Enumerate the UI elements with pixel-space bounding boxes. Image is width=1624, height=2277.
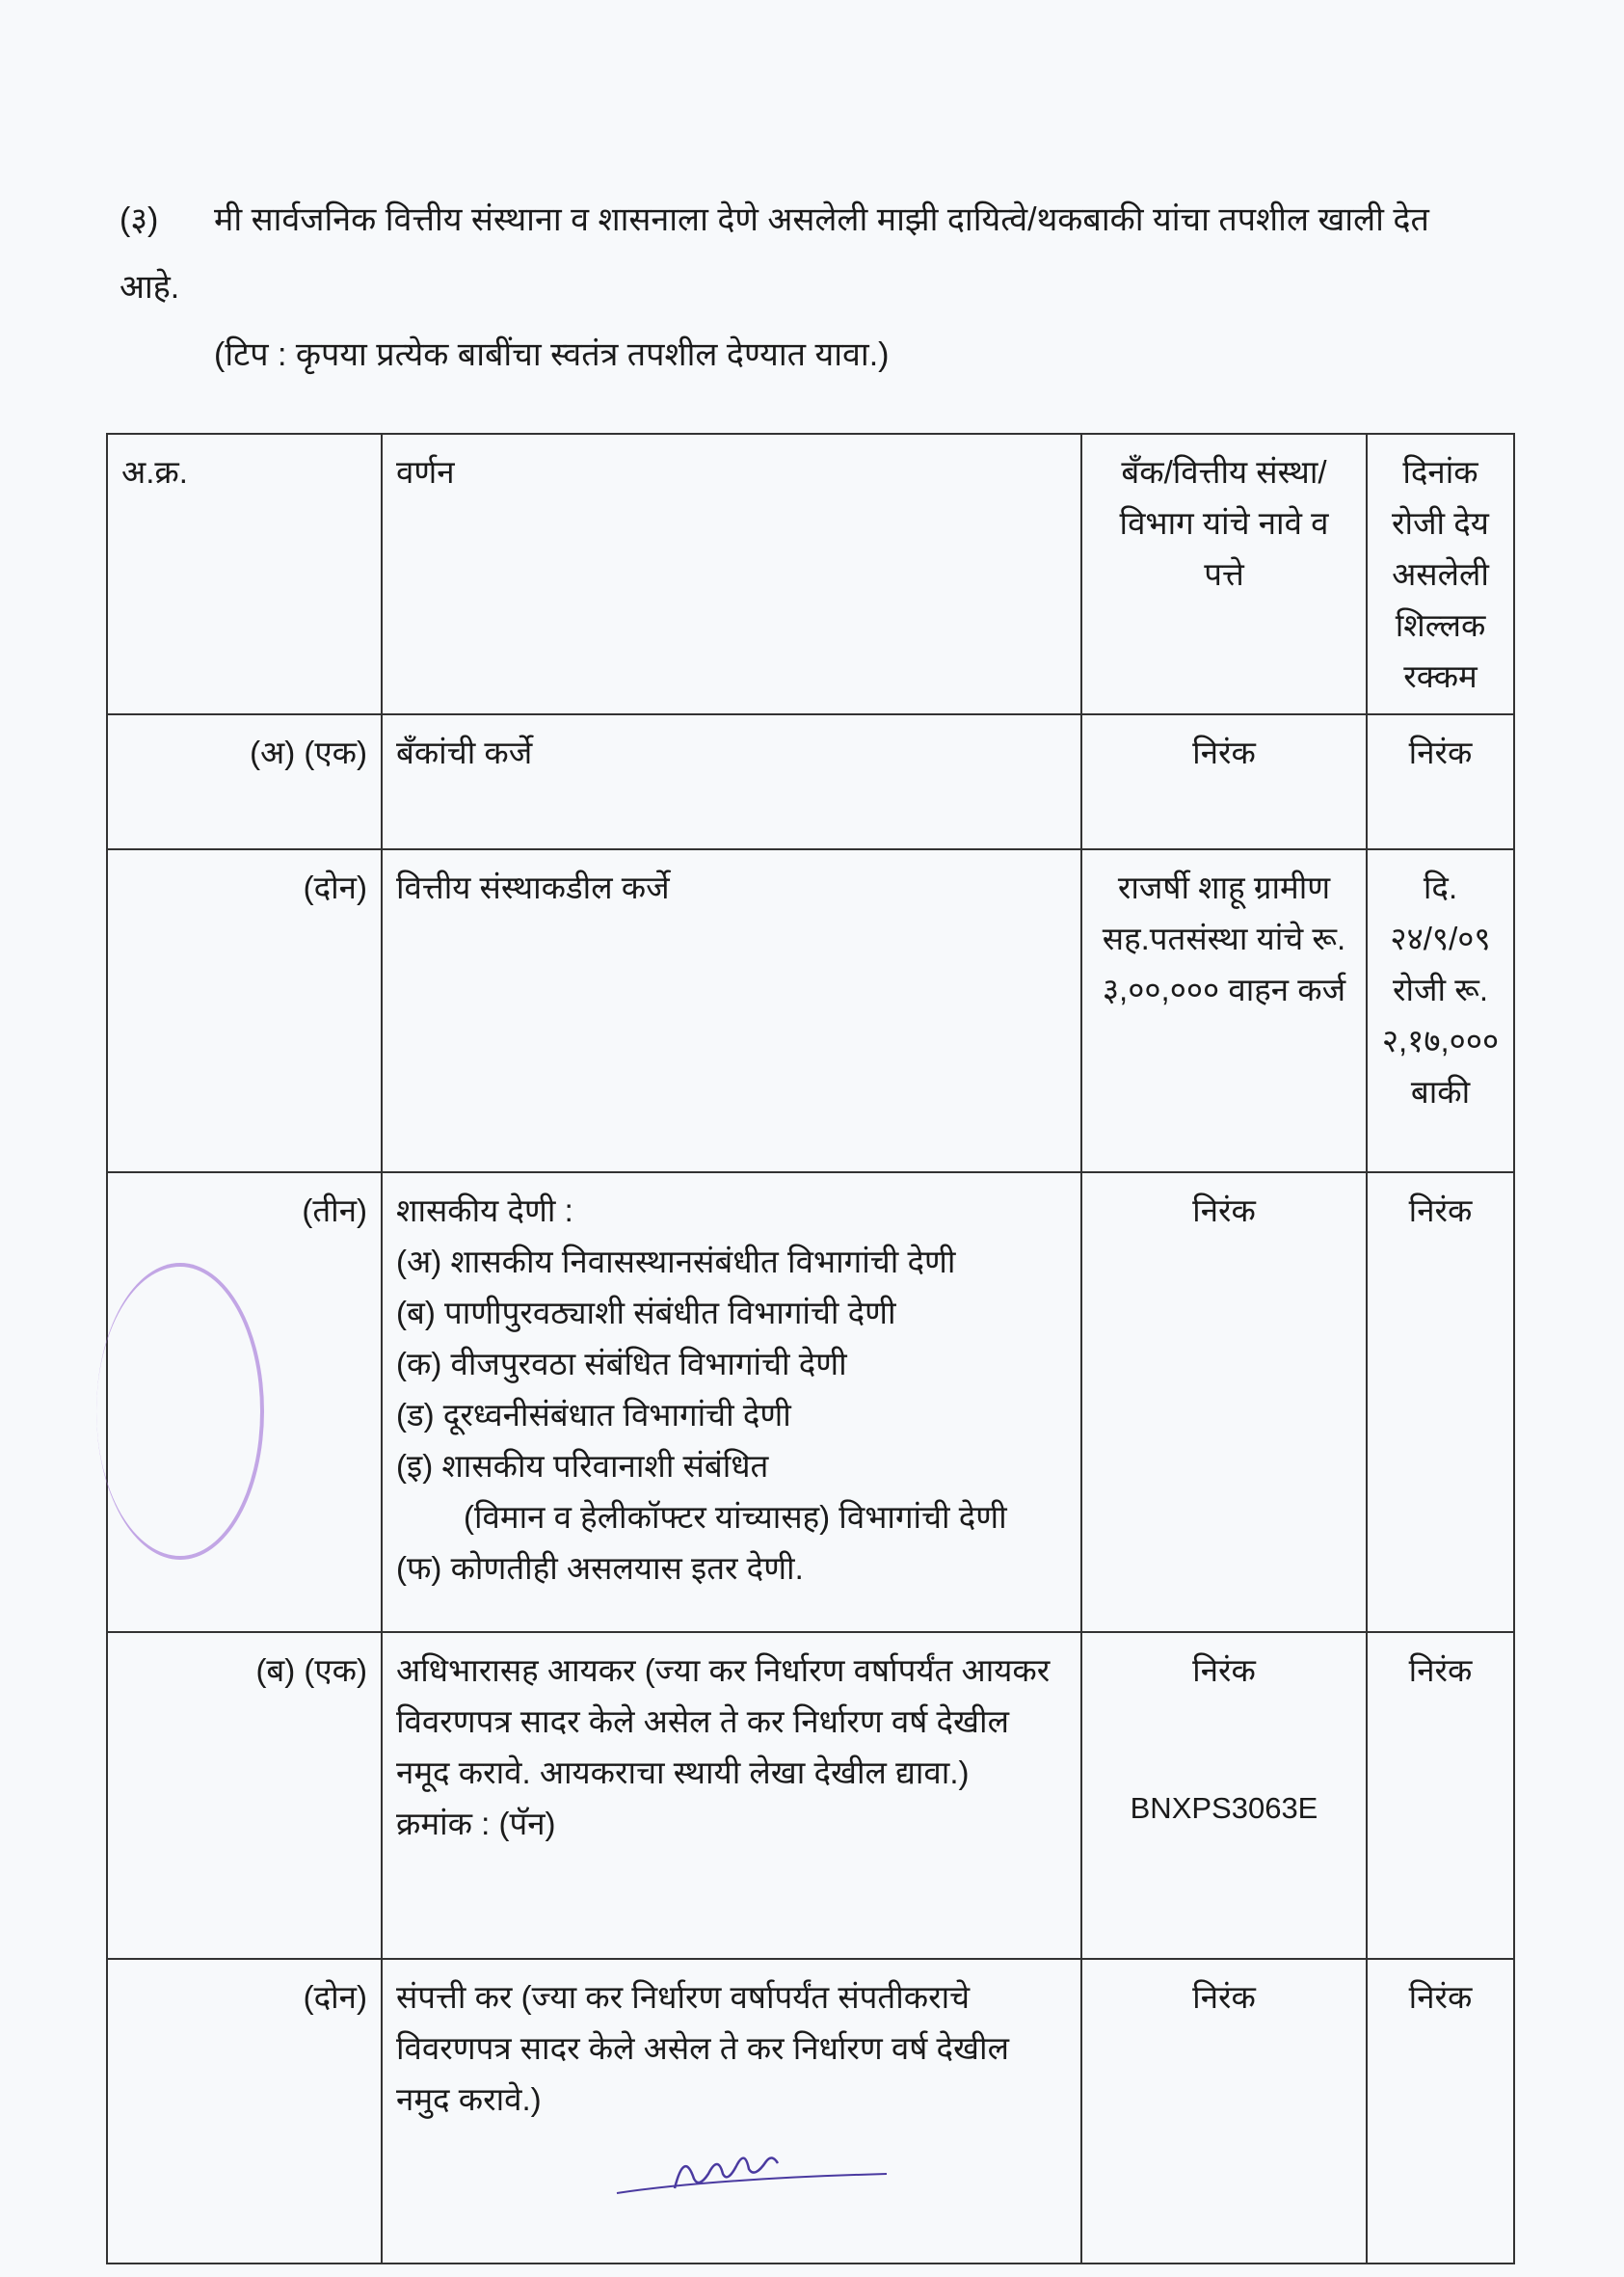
- sub-item: (ड) दूरध्वनीसंबंधात विभागांची देणी: [396, 1397, 791, 1433]
- row-serial: (ब) (एक): [107, 1632, 382, 1959]
- row-bank: [1081, 1632, 1367, 1959]
- row-description: [382, 1632, 1081, 1959]
- table-row: [107, 714, 1514, 849]
- header-bank: बँक/वित्तीय संस्था/ विभाग यांचे नावे व पत्ते: [1081, 434, 1367, 714]
- header-serial: अ.क्र.: [107, 434, 382, 714]
- signature: [598, 2135, 916, 2203]
- row-description: वित्तीय संस्थाकडील कर्जे: [382, 849, 1081, 1172]
- row-balance: निरंक: [1367, 1172, 1514, 1632]
- sub-item: (क) वीजपुरवठा संबंधित विभागांची देणी: [396, 1346, 847, 1381]
- sub-item: (विमान व हेलीकॉफ्टर यांच्यासह) विभागांची देणी: [464, 1499, 1007, 1535]
- section-number: (३): [120, 201, 159, 238]
- table-header-row: [107, 434, 1514, 714]
- table-row: [107, 849, 1514, 1172]
- intro-line-2: आहे.: [120, 269, 180, 306]
- table-row: [107, 1172, 1514, 1632]
- description-text: अधिभारासह आयकर (ज्या कर निर्धारण वर्षापर्यंत आयकर विवरणपत्र सादर केले असेल ते कर निर्धारण वर्ष देखील नमूद करावे. आयकराचा स्थायी लेखा देखील द्यावा.): [396, 1652, 1051, 1790]
- pan-number: BNXPS3063E: [1130, 1791, 1318, 1825]
- intro-note: (टिप : कृपया प्रत्येक बाबींचा स्वतंत्र तपशील देण्यात यावा.): [214, 336, 890, 373]
- row-balance: निरंक: [1367, 1959, 1514, 2264]
- sub-item: (इ) शासकीय परिवानाशी संबंधित: [396, 1448, 769, 1484]
- official-stamp: [96, 1263, 264, 1560]
- sub-item: (अ) शासकीय निवासस्थानसंबंधीत विभागांची देणी: [396, 1244, 956, 1279]
- liabilities-table: [106, 433, 1515, 2264]
- row-description: [382, 1172, 1081, 1632]
- row-balance: निरंक: [1367, 1632, 1514, 1959]
- table-row: [107, 1632, 1514, 1959]
- row-description: संपत्ती कर (ज्या कर निर्धारण वर्षापर्यंत संपतीकराचे विवरणपत्र सादर केले असेल ते कर निर्धारण वर्ष देखील नमुद करावे.): [382, 1959, 1081, 2264]
- bank-value: निरंक: [1192, 1652, 1256, 1688]
- description-heading: शासकीय देणी :: [396, 1192, 573, 1228]
- row-bank: निरंक: [1081, 1959, 1367, 2264]
- sub-item: (फ) कोणतीही असलयास इतर देणी.: [396, 1550, 804, 1586]
- row-bank: राजर्षी शाहू ग्रामीण सह.पतसंस्था यांचे रू. ३,००,००० वाहन कर्ज: [1081, 849, 1367, 1172]
- header-balance: दिनांक रोजी देय असलेली शिल्लक रक्कम: [1367, 434, 1514, 714]
- row-serial: (अ) (एक): [107, 714, 382, 849]
- intro-line-1: मी सार्वजनिक वित्तीय संस्थाना व शासनाला देणे असलेली माझी दायित्वे/थकबाकी यांचा तपशील खाली देत: [214, 201, 1429, 238]
- row-description: बँकांची कर्जे: [382, 714, 1081, 849]
- row-serial: (दोन): [107, 849, 382, 1172]
- row-serial: (तीन): [107, 1172, 382, 1632]
- pan-label: क्रमांक : (पॅन): [396, 1806, 556, 1841]
- sub-item: (ब) पाणीपुरवठ्याशी संबंधीत विभागांची देणी: [396, 1295, 896, 1330]
- row-bank: निरंक: [1081, 1172, 1367, 1632]
- header-description: वर्णन: [382, 434, 1081, 714]
- row-bank: निरंक: [1081, 714, 1367, 849]
- table-row: [107, 1959, 1514, 2264]
- row-serial: (दोन): [107, 1959, 382, 2264]
- row-balance: निरंक: [1367, 714, 1514, 849]
- row-balance: दि. २४/९/०९ रोजी रू. २,१७,००० बाकी: [1367, 849, 1514, 1172]
